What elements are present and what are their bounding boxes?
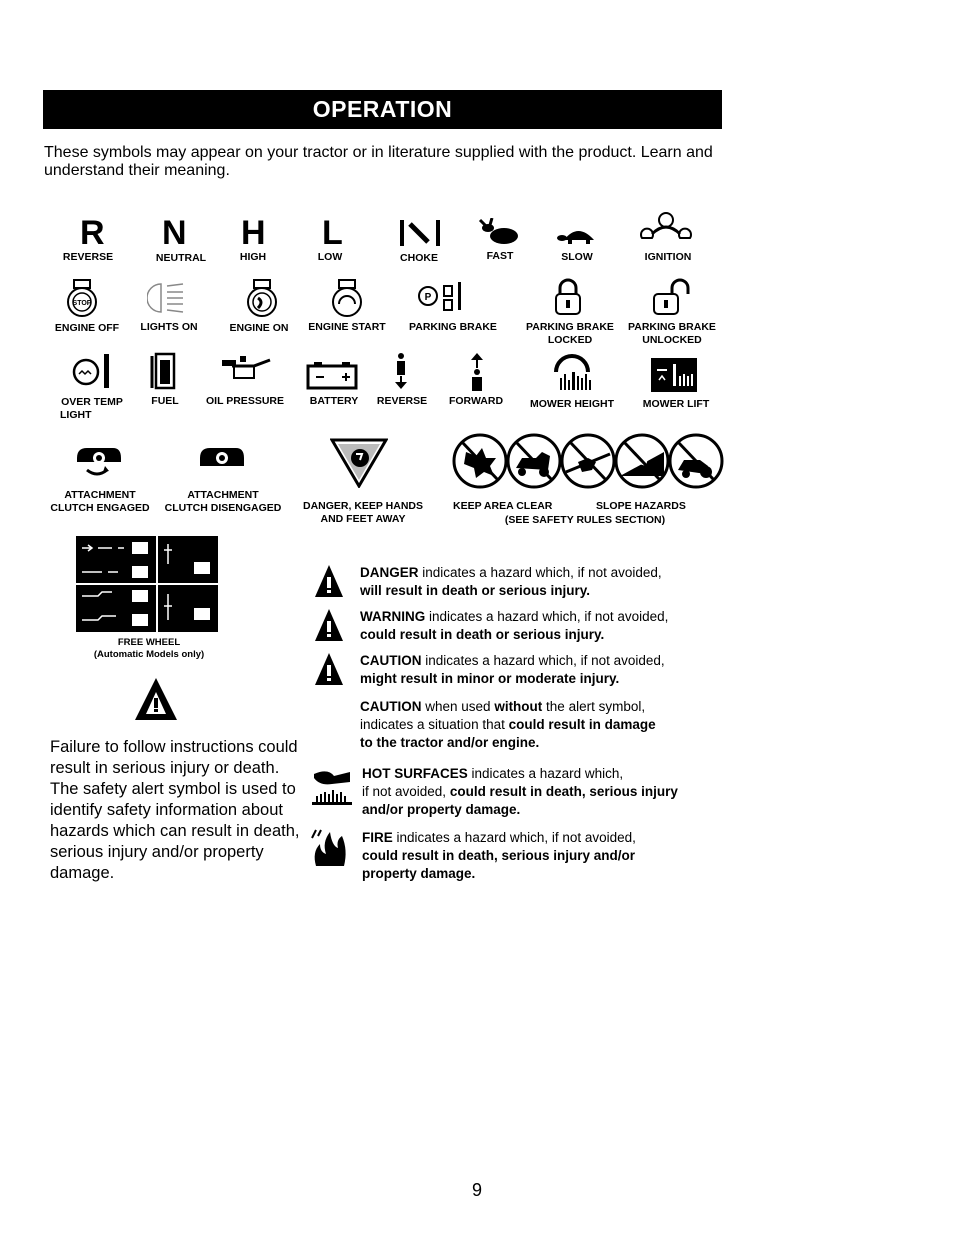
warning-note: WARNING indicates a hazard which, if not avoided, could result in death or serious injury.: [360, 609, 669, 642]
reverse-letter: R: [80, 214, 105, 252]
hot-surfaces-note: HOT SURFACES indicates a hazard which, if not avoided, could result in death, serious injury and/or property damage.: [362, 766, 678, 817]
keep-area-clear-icons: [452, 432, 724, 490]
mower-height-icon: [552, 352, 596, 392]
engine-start-label: ENGINE START: [308, 321, 386, 333]
mower-lift-label: MOWER LIFT: [642, 398, 710, 410]
parking-brake-label: PARKING BRAKE: [409, 321, 497, 333]
battery-icon: [306, 360, 358, 390]
section-title: OPERATION: [43, 90, 722, 129]
high-label: HIGH: [239, 251, 267, 263]
warning-alert-icon: [313, 607, 345, 643]
intro-paragraph: These symbols may appear on your tractor or in literature supplied with the product. Learn and understand their meaning.: [44, 144, 713, 179]
engine-off-label: ENGINE OFF: [54, 322, 120, 334]
choke-label: CHOKE: [400, 252, 438, 264]
oil-pressure-icon: [222, 356, 272, 384]
fire-note: FIRE indicates a hazard which, if not avoided, could result in death, serious injury and/or property damage.: [362, 830, 636, 881]
caution-no-symbol-note: CAUTION when used without the alert symbol, indicates a situation that could result in damage to the tractor and/or engine.: [360, 699, 656, 750]
caution-note: CAUTION indicates a hazard which, if not avoided, might result in minor or moderate injury.: [360, 653, 665, 686]
neutral-letter: N: [162, 214, 187, 252]
mower-lift-icon: [651, 358, 697, 392]
low-letter: L: [322, 214, 343, 252]
mower-height-label: MOWER HEIGHT: [530, 398, 614, 410]
fire-icon: [310, 828, 350, 868]
engine-on-label: ENGINE ON: [229, 322, 289, 334]
engine-on-icon: [242, 278, 282, 318]
free-wheel-icon: [76, 536, 218, 632]
free-wheel-caption: FREE WHEEL (Automatic Models only): [93, 637, 205, 660]
safety-alert-description: Failure to follow instructions could result in serious injury or death. The safety alert symbol is used to identify safety information about hazards which can result in death, serious injury and/or property damage.: [50, 738, 300, 882]
slow-turtle-icon: [556, 222, 602, 246]
hot-surface-icon: [310, 764, 354, 806]
forward-label: FORWARD: [448, 395, 504, 407]
parking-brake-locked-label: PARKING BRAKE LOCKED: [526, 321, 614, 346]
attachment-clutch-disengaged-icon: [198, 444, 246, 470]
over-temp-icon: [72, 350, 112, 392]
fast-label: FAST: [486, 250, 514, 262]
danger-note: DANGER indicates a hazard which, if not avoided, will result in death or serious injury.: [360, 565, 662, 598]
engine-start-icon: [327, 278, 367, 318]
attachment-disengaged-label: ATTACHMENT CLUTCH DISENGAGED: [164, 489, 282, 514]
parking-brake-icon: [414, 278, 462, 314]
attachment-clutch-engaged-icon: [75, 444, 123, 484]
reverse-direction-label: REVERSE: [376, 395, 428, 407]
forward-arrow-icon: [466, 352, 488, 392]
caution-alert-icon: [313, 651, 345, 687]
slope-hazards-label: SLOPE HAZARDS: [596, 500, 686, 512]
high-letter: H: [241, 214, 266, 252]
choke-icon: [398, 218, 444, 248]
reverse-arrow-icon: [390, 352, 412, 390]
attachment-engaged-label: ATTACHMENT CLUTCH ENGAGED: [50, 489, 150, 514]
lights-on-label: LIGHTS ON: [140, 321, 198, 333]
safety-alert-icon: [133, 676, 179, 722]
parking-brake-unlocked-icon: [650, 278, 690, 318]
engine-off-icon: [62, 278, 102, 318]
ignition-label: IGNITION: [644, 251, 692, 263]
svg-text:STOP: STOP: [72, 300, 92, 307]
danger-keep-hands-away-icon: [330, 438, 388, 488]
see-safety-rules-label: (SEE SAFETY RULES SECTION): [504, 514, 666, 526]
danger-alert-icon: [313, 563, 345, 599]
svg-text:P: P: [424, 292, 432, 303]
parking-brake-locked-icon: [552, 278, 584, 318]
page-number: 9: [471, 1180, 482, 1200]
slow-label: SLOW: [561, 251, 593, 263]
fuel-label: FUEL: [151, 395, 179, 407]
low-label: LOW: [317, 251, 343, 263]
lights-on-icon: [147, 278, 187, 318]
over-temp-label: OVER TEMP LIGHT: [60, 396, 123, 421]
parking-brake-unlocked-label: PARKING BRAKE UNLOCKED: [628, 321, 716, 346]
oil-pressure-label: OIL PRESSURE: [206, 395, 284, 407]
ignition-icon: [638, 210, 694, 246]
battery-label: BATTERY: [309, 395, 359, 407]
danger-hands-label: DANGER, KEEP HANDS AND FEET AWAY: [303, 500, 423, 525]
keep-area-clear-label: KEEP AREA CLEAR: [453, 500, 553, 512]
fuel-icon: [148, 352, 178, 390]
reverse-label: REVERSE: [62, 251, 114, 263]
neutral-label: NEUTRAL: [155, 252, 207, 264]
fast-rabbit-icon: [478, 218, 524, 248]
